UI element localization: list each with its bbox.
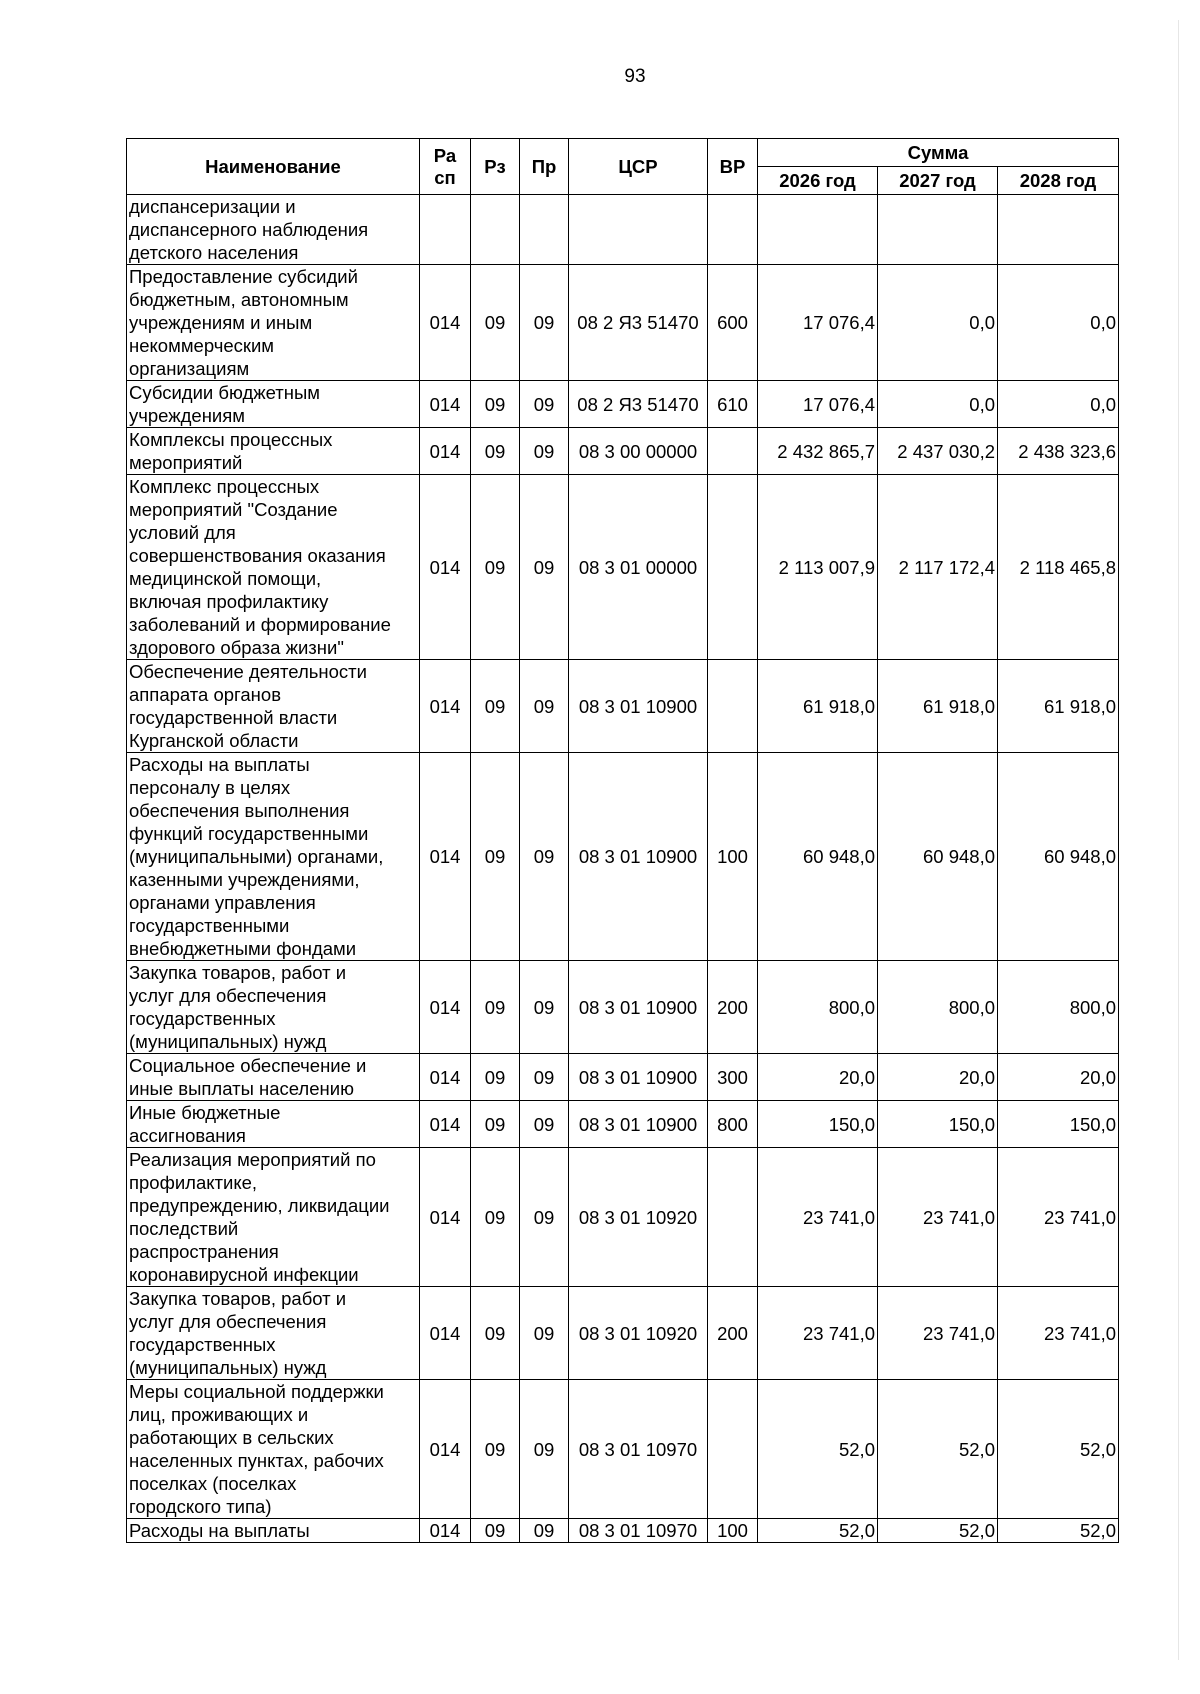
cell-vr — [708, 660, 758, 753]
cell-2027: 800,0 — [878, 961, 998, 1054]
cell-vr — [708, 1148, 758, 1287]
header-rasp: Ра сп — [420, 139, 471, 195]
cell-2027: 52,0 — [878, 1519, 998, 1543]
cell-rz: 09 — [471, 753, 520, 961]
cell-name: Расходы на выплаты персоналу в целях обеспечения выполнения функций государственными (муниципальными) органами, казенными учреждениями, органами управления государственными внебюджетными фондами — [127, 753, 420, 961]
header-name: Наименование — [127, 139, 420, 195]
cell-2027: 2 437 030,2 — [878, 428, 998, 475]
table-body — [127, 195, 1119, 1543]
header-csr: ЦСР — [569, 139, 708, 195]
cell-rz: 09 — [471, 265, 520, 381]
cell-2028: 800,0 — [998, 961, 1119, 1054]
cell-csr: 08 3 01 10900 — [569, 961, 708, 1054]
cell-2026 — [758, 195, 878, 265]
cell-pr: 09 — [520, 1519, 569, 1543]
cell-2026: 60 948,0 — [758, 753, 878, 961]
cell-2028: 23 741,0 — [998, 1287, 1119, 1380]
table-row — [127, 1380, 1119, 1519]
header-2027: 2027 год — [878, 167, 998, 195]
cell-2027: 61 918,0 — [878, 660, 998, 753]
cell-name: Закупка товаров, работ и услуг для обеспечения государственных (муниципальных) нужд — [127, 1287, 420, 1380]
cell-2027: 0,0 — [878, 265, 998, 381]
cell-2027: 60 948,0 — [878, 753, 998, 961]
cell-rz: 09 — [471, 475, 520, 660]
cell-rasp: 014 — [420, 1287, 471, 1380]
cell-vr — [708, 475, 758, 660]
cell-csr: 08 3 01 10900 — [569, 1101, 708, 1148]
cell-2027: 0,0 — [878, 381, 998, 428]
header-sum: Сумма — [758, 139, 1119, 167]
cell-name: Реализация мероприятий по профилактике, предупреждению, ликвидации последствий распространения коронавирусной инфекции — [127, 1148, 420, 1287]
cell-2028: 60 948,0 — [998, 753, 1119, 961]
cell-pr: 09 — [520, 265, 569, 381]
table-row — [127, 1054, 1119, 1101]
cell-name: Предоставление субсидий бюджетным, автономным учреждениям и иным некоммерческим организациям — [127, 265, 420, 381]
cell-pr: 09 — [520, 753, 569, 961]
cell-rasp: 014 — [420, 1054, 471, 1101]
cell-name: Расходы на выплаты — [127, 1519, 420, 1543]
cell-rz: 09 — [471, 1519, 520, 1543]
cell-rasp — [420, 195, 471, 265]
cell-pr: 09 — [520, 1054, 569, 1101]
cell-vr: 200 — [708, 1287, 758, 1380]
cell-2028: 2 118 465,8 — [998, 475, 1119, 660]
cell-name: Меры социальной поддержки лиц, проживающих и работающих в сельских населенных пунктах, рабочих поселках (поселках городского типа) — [127, 1380, 420, 1519]
cell-2028: 61 918,0 — [998, 660, 1119, 753]
cell-name: Обеспечение деятельности аппарата органов государственной власти Курганской области — [127, 660, 420, 753]
page-number: 93 — [624, 66, 646, 87]
cell-2026: 17 076,4 — [758, 265, 878, 381]
cell-pr: 09 — [520, 961, 569, 1054]
cell-pr: 09 — [520, 660, 569, 753]
cell-2026: 61 918,0 — [758, 660, 878, 753]
cell-pr: 09 — [520, 428, 569, 475]
cell-vr — [708, 1380, 758, 1519]
cell-2028: 2 438 323,6 — [998, 428, 1119, 475]
table-row — [127, 753, 1119, 961]
cell-2027: 23 741,0 — [878, 1148, 998, 1287]
cell-rz — [471, 195, 520, 265]
cell-vr: 300 — [708, 1054, 758, 1101]
cell-name: Комплекс процессных мероприятий "Создание условий для совершенствования оказания медицинской помощи, включая профилактику заболеваний и формирование здорового образа жизни" — [127, 475, 420, 660]
cell-name: Комплексы процессных мероприятий — [127, 428, 420, 475]
cell-2026: 23 741,0 — [758, 1287, 878, 1380]
cell-name: Социальное обеспечение и иные выплаты населению — [127, 1054, 420, 1101]
budget-table — [126, 138, 1119, 1543]
cell-csr: 08 3 00 00000 — [569, 428, 708, 475]
cell-pr: 09 — [520, 1380, 569, 1519]
cell-name: диспансеризации и диспансерного наблюдения детского населения — [127, 195, 420, 265]
cell-2026: 23 741,0 — [758, 1148, 878, 1287]
cell-csr: 08 3 01 10900 — [569, 753, 708, 961]
header-rz: Рз — [471, 139, 520, 195]
cell-2026: 52,0 — [758, 1519, 878, 1543]
cell-2028: 0,0 — [998, 381, 1119, 428]
header-2026: 2026 год — [758, 167, 878, 195]
cell-csr: 08 2 Я3 51470 — [569, 265, 708, 381]
table-row — [127, 660, 1119, 753]
table-row — [127, 381, 1119, 428]
cell-vr: 100 — [708, 1519, 758, 1543]
cell-csr: 08 3 01 10970 — [569, 1380, 708, 1519]
cell-pr — [520, 195, 569, 265]
cell-vr: 610 — [708, 381, 758, 428]
cell-2027: 2 117 172,4 — [878, 475, 998, 660]
table-row — [127, 475, 1119, 660]
table-row — [127, 1148, 1119, 1287]
cell-rasp: 014 — [420, 961, 471, 1054]
header-pr: Пр — [520, 139, 569, 195]
cell-csr: 08 3 01 10900 — [569, 1054, 708, 1101]
cell-2028: 52,0 — [998, 1519, 1119, 1543]
cell-vr: 100 — [708, 753, 758, 961]
cell-pr: 09 — [520, 1287, 569, 1380]
cell-pr: 09 — [520, 1101, 569, 1148]
header-2028: 2028 год — [998, 167, 1119, 195]
cell-csr: 08 3 01 10900 — [569, 660, 708, 753]
cell-2027: 150,0 — [878, 1101, 998, 1148]
table-row — [127, 1519, 1119, 1543]
cell-2026: 800,0 — [758, 961, 878, 1054]
cell-rasp: 014 — [420, 475, 471, 660]
cell-pr: 09 — [520, 381, 569, 428]
cell-2028: 0,0 — [998, 265, 1119, 381]
cell-csr: 08 3 01 10920 — [569, 1287, 708, 1380]
cell-rz: 09 — [471, 1054, 520, 1101]
cell-2028: 23 741,0 — [998, 1148, 1119, 1287]
cell-vr — [708, 195, 758, 265]
table-row — [127, 428, 1119, 475]
cell-rasp: 014 — [420, 753, 471, 961]
cell-rasp: 014 — [420, 381, 471, 428]
cell-rasp: 014 — [420, 265, 471, 381]
table-row — [127, 1101, 1119, 1148]
cell-csr — [569, 195, 708, 265]
cell-vr: 600 — [708, 265, 758, 381]
cell-rz: 09 — [471, 381, 520, 428]
cell-rz: 09 — [471, 1380, 520, 1519]
cell-2028: 150,0 — [998, 1101, 1119, 1148]
cell-rz: 09 — [471, 660, 520, 753]
cell-rz: 09 — [471, 1287, 520, 1380]
cell-rasp: 014 — [420, 428, 471, 475]
cell-csr: 08 2 Я3 51470 — [569, 381, 708, 428]
cell-rz: 09 — [471, 961, 520, 1054]
cell-rasp: 014 — [420, 660, 471, 753]
cell-csr: 08 3 01 10920 — [569, 1148, 708, 1287]
cell-2026: 17 076,4 — [758, 381, 878, 428]
scan-edge-line — [1178, 20, 1179, 1660]
cell-vr: 800 — [708, 1101, 758, 1148]
table-row — [127, 195, 1119, 265]
cell-rasp: 014 — [420, 1519, 471, 1543]
cell-rz: 09 — [471, 1101, 520, 1148]
cell-2028: 20,0 — [998, 1054, 1119, 1101]
cell-vr — [708, 428, 758, 475]
cell-pr: 09 — [520, 1148, 569, 1287]
cell-2028 — [998, 195, 1119, 265]
cell-2026: 20,0 — [758, 1054, 878, 1101]
cell-name: Закупка товаров, работ и услуг для обеспечения государственных (муниципальных) нужд — [127, 961, 420, 1054]
cell-rasp: 014 — [420, 1380, 471, 1519]
header-vr: ВР — [708, 139, 758, 195]
cell-rasp: 014 — [420, 1101, 471, 1148]
cell-2027: 52,0 — [878, 1380, 998, 1519]
cell-rz: 09 — [471, 428, 520, 475]
cell-name: Субсидии бюджетным учреждениям — [127, 381, 420, 428]
cell-csr: 08 3 01 00000 — [569, 475, 708, 660]
table-row — [127, 961, 1119, 1054]
cell-name: Иные бюджетные ассигнования — [127, 1101, 420, 1148]
cell-csr: 08 3 01 10970 — [569, 1519, 708, 1543]
table-row — [127, 265, 1119, 381]
cell-2026: 2 432 865,7 — [758, 428, 878, 475]
cell-2027 — [878, 195, 998, 265]
cell-rasp: 014 — [420, 1148, 471, 1287]
cell-2026: 52,0 — [758, 1380, 878, 1519]
cell-2027: 20,0 — [878, 1054, 998, 1101]
table-row — [127, 1287, 1119, 1380]
cell-2026: 150,0 — [758, 1101, 878, 1148]
cell-2026: 2 113 007,9 — [758, 475, 878, 660]
cell-2028: 52,0 — [998, 1380, 1119, 1519]
cell-2027: 23 741,0 — [878, 1287, 998, 1380]
cell-vr: 200 — [708, 961, 758, 1054]
cell-pr: 09 — [520, 475, 569, 660]
cell-rz: 09 — [471, 1148, 520, 1287]
